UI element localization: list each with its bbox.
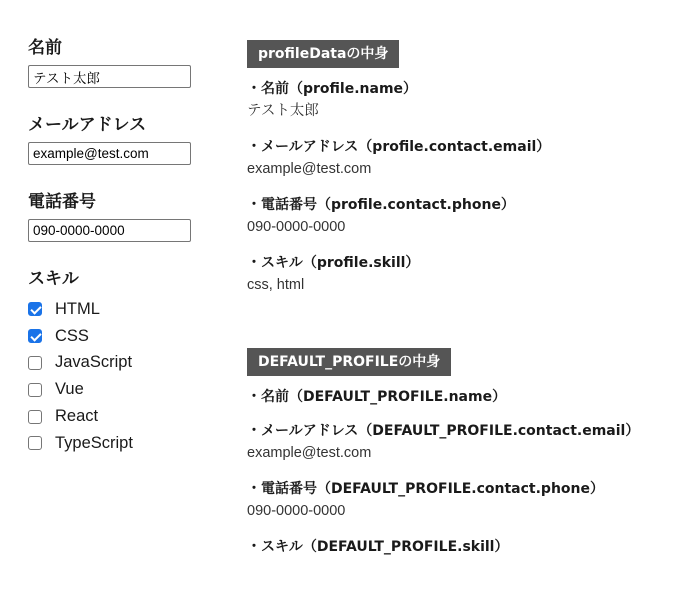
phone-label: 電話番号 [28,192,96,212]
phone-input[interactable] [28,219,191,242]
skill-option-typescript[interactable] [28,430,203,457]
item-title: ・スキル（DEFAULT_PROFILE.skill） [247,539,509,555]
skill-checkbox[interactable] [28,329,42,343]
skill-option-html[interactable] [28,296,203,323]
profile-item-email [247,136,687,180]
phone-field-group [28,190,203,242]
skill-checkbox[interactable] [28,302,42,316]
skills-field-group [28,267,203,457]
skill-option-css[interactable] [28,323,203,350]
skill-label: HTML [55,299,100,318]
profile-item-name [247,78,687,122]
item-value: 090-0000-0000 [247,503,346,519]
skill-label: TypeScript [55,433,133,452]
default-profile-heading: DEFAULT_PROFILEの中身 [247,348,451,376]
default-profile-section [247,348,687,558]
skill-label: CSS [55,326,89,345]
item-value: example@test.com [247,161,372,177]
skill-label: Vue [55,380,84,399]
item-title: ・電話番号（DEFAULT_PROFILE.contact.phone） [247,481,604,497]
default-item-email [247,420,687,464]
profile-data-heading: profileDataの中身 [247,40,399,68]
default-item-phone [247,478,687,522]
email-input[interactable] [28,142,191,165]
item-title: ・メールアドレス（DEFAULT_PROFILE.contact.email） [247,423,640,439]
skill-label: JavaScript [55,353,133,372]
name-label: 名前 [28,38,62,58]
item-title: ・名前（DEFAULT_PROFILE.name） [247,389,507,405]
email-label: メールアドレス [28,115,147,135]
skills-label: スキル [28,269,79,289]
default-item-name [247,386,687,408]
skill-option-react[interactable] [28,403,203,430]
skill-checkbox[interactable] [28,410,42,424]
skill-checkbox[interactable] [28,436,42,450]
item-title: ・スキル（profile.skill） [247,255,420,271]
item-value: example@test.com [247,445,372,461]
default-item-skill [247,536,687,558]
skill-label: React [55,407,99,426]
item-value: 090-0000-0000 [247,219,346,235]
item-value: css, html [247,277,305,293]
item-title: ・名前（profile.name） [247,81,418,97]
skill-option-vue[interactable] [28,376,203,403]
name-field-group [28,36,203,88]
profile-item-skill [247,252,687,296]
skill-checkbox[interactable] [28,356,42,370]
skill-option-javascript[interactable] [28,350,203,377]
profile-item-phone [247,194,687,238]
item-title: ・電話番号（profile.contact.phone） [247,197,515,213]
profile-data-section [247,40,687,296]
data-display [247,40,687,570]
item-value: テスト太郎 [247,103,319,119]
item-title: ・メールアドレス（profile.contact.email） [247,139,551,155]
name-input[interactable] [28,65,191,88]
email-field-group [28,113,203,165]
profile-form [28,36,203,457]
skill-checkbox[interactable] [28,383,42,397]
